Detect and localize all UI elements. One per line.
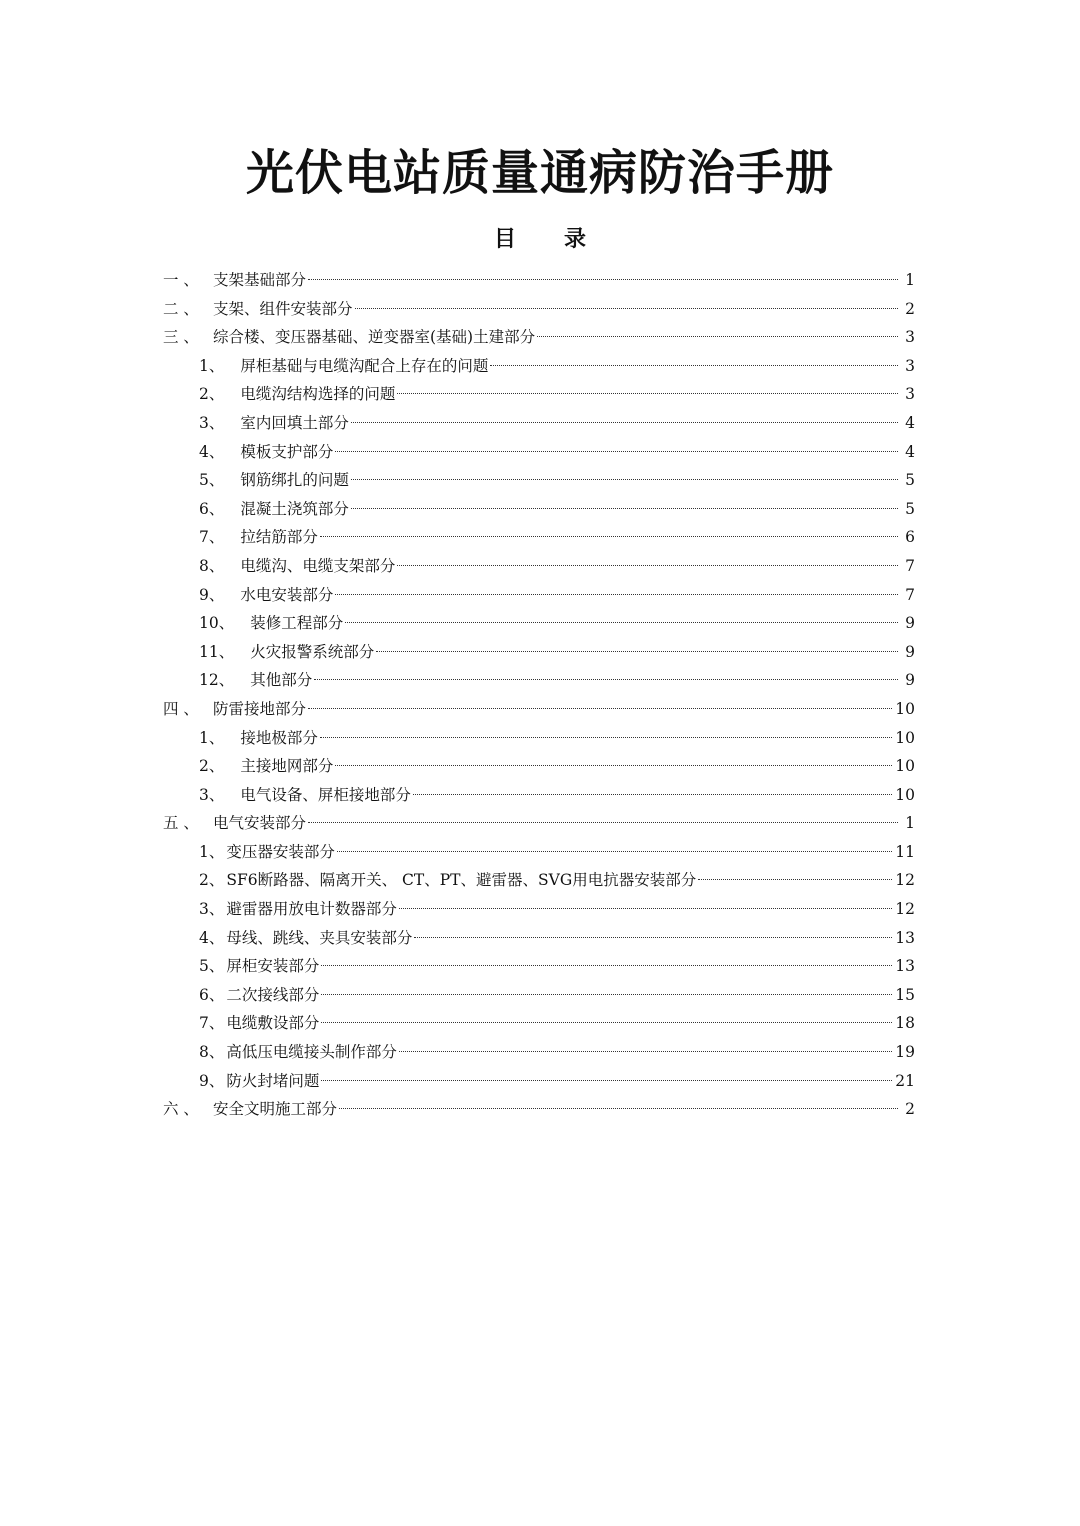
toc-entry-page-number: 12 [895,900,915,919]
toc-entry[interactable] [163,438,915,467]
toc-entry-number: 8、 [199,556,225,575]
toc-entry[interactable] [163,695,915,724]
toc-entry-page-number: 10 [895,785,915,804]
dot-leader [321,965,892,966]
toc-entry[interactable] [163,752,915,781]
toc-entry-title: 钢筋绑扎的问题 [240,471,349,490]
toc-entry-title: 混凝土浇筑部分 [240,499,349,518]
toc-entry-title: 电缆沟结构选择的问题 [240,385,396,404]
toc-entry-title: 防火封堵问题 [226,1071,320,1090]
toc-entry[interactable] [163,895,915,924]
toc-entry-title: 接地极部分 [240,728,318,747]
toc-entry[interactable] [163,552,915,581]
toc-entry-page-number: 9 [905,614,915,633]
toc-entry-title: 电缆敷设部分 [226,1014,320,1033]
toc-entry-title: 屏柜安装部分 [226,957,320,976]
toc-entry[interactable] [163,838,915,867]
dot-leader [335,594,898,595]
toc-entry[interactable] [163,352,915,381]
toc-entry-page-number: 11 [895,842,915,861]
toc-entry-number: 9、 [199,585,225,604]
toc-entry-page-number: 10 [895,757,915,776]
toc-entry-page-number: 21 [895,1071,915,1090]
toc-entry-page-number: 4 [905,413,915,432]
dot-leader [397,565,898,566]
toc-entry-title: 电气设备、屏柜接地部分 [240,785,411,804]
toc-entry-number: 8、 [199,1043,225,1062]
toc-entry-title: 电缆沟、电缆支架部分 [240,556,396,575]
toc-entry-page-number: 2 [905,299,915,318]
toc-entry[interactable] [163,609,915,638]
toc-entry-number: 10、 [199,614,235,633]
toc-entry-title: 屏柜基础与电缆沟配合上存在的问题 [240,356,489,375]
toc-entry-number: 6、 [199,499,225,518]
dot-leader [321,994,892,995]
toc-entry[interactable] [163,380,915,409]
dot-leader [308,279,898,280]
toc-entry-title: 母线、跳线、夹具安装部分 [226,928,413,947]
toc-entry-number: 五 、 [163,814,199,833]
toc-entry[interactable] [163,523,915,552]
dot-leader [345,622,898,623]
toc-entry[interactable] [163,1067,915,1096]
toc-entry-number: 9、 [199,1071,225,1090]
toc-entry-number: 1、 [199,842,225,861]
dot-leader [308,708,892,709]
toc-entry-page-number: 3 [905,356,915,375]
toc-entry-title: 电气安装部分 [213,814,307,833]
toc-entry[interactable] [163,495,915,524]
toc-entry-page-number: 3 [905,328,915,347]
toc-entry-title: 火灾报警系统部分 [250,642,375,661]
dot-leader [351,479,898,480]
toc-entry[interactable] [163,724,915,753]
toc-entry[interactable] [163,295,915,324]
toc-entry-page-number: 9 [905,642,915,661]
toc-entry-number: 1、 [199,356,225,375]
toc-entry-number: 5、 [199,957,225,976]
dot-leader [314,679,898,680]
toc-entry-number: 1、 [199,728,225,747]
toc-entry-number: 4、 [199,928,225,947]
toc-entry-number: 四 、 [163,699,199,718]
toc-entry-title: 二次接线部分 [226,985,320,1004]
dot-leader [399,908,892,909]
toc-heading [0,222,1080,256]
toc-entry-page-number: 10 [895,728,915,747]
toc-entry-title: 防雷接地部分 [213,699,307,718]
toc-entry-page-number: 10 [895,699,915,718]
toc-entry-page-number: 1 [905,814,915,833]
toc-entry-number: 六 、 [163,1100,199,1119]
toc-entry-number: 7、 [199,1014,225,1033]
dot-leader [537,336,898,337]
dot-leader [399,1051,892,1052]
toc-entry-number: 2、 [199,757,225,776]
toc-entry-page-number: 4 [905,442,915,461]
toc-entry-page-number: 1 [905,271,915,289]
toc-entry-number: 一 、 [163,271,199,289]
toc-entry-page-number: 7 [905,556,915,575]
toc-entry-number: 3、 [199,413,225,432]
toc-entry-title: 综合楼、变压器基础、逆变器室(基础)土建部分 [213,328,536,347]
toc-entry-number: 三 、 [163,328,199,347]
toc-entry-number: 3、 [199,900,225,919]
toc-heading-char-2: 录 [564,226,587,252]
toc-entry[interactable] [163,581,915,610]
toc-entry-page-number: 19 [895,1043,915,1062]
toc-entry[interactable] [163,781,915,810]
dot-leader [335,765,892,766]
toc-entry[interactable] [163,1038,915,1067]
toc-entry-page-number: 9 [905,671,915,690]
toc-entry[interactable] [163,409,915,438]
toc-entry-number: 4、 [199,442,225,461]
toc-entry-page-number: 7 [905,585,915,604]
dot-leader [698,879,892,880]
dot-leader [339,1108,898,1109]
toc-entry-page-number: 2 [905,1100,915,1119]
toc-entry-number: 5、 [199,471,225,490]
dot-leader [414,937,892,938]
toc-entry-number: 2、 [199,385,225,404]
dot-leader [321,1022,892,1023]
toc-entry[interactable] [163,266,915,295]
toc-entry[interactable] [163,952,915,981]
toc-entry-title: 主接地网部分 [240,757,334,776]
dot-leader [413,794,892,795]
dot-leader [335,451,898,452]
toc-entry-number: 二 、 [163,299,199,318]
toc-entry-page-number: 5 [905,499,915,518]
toc-entry-title: 水电安装部分 [240,585,334,604]
toc-entry-page-number: 13 [895,928,915,947]
toc-entry-title: SF6断路器、隔离开关、 CT、PT、避雷器、SVG用电抗器安装部分 [226,871,697,890]
toc-entry[interactable] [163,666,915,695]
document-title: 光伏电站质量通病防治手册 [245,145,834,201]
toc-entry-title: 模板支护部分 [240,442,334,461]
toc-entry-title: 支架、组件安装部分 [213,299,353,318]
toc-entry[interactable] [163,1095,915,1124]
toc-entry[interactable] [163,466,915,495]
toc-entry-title: 避雷器用放电计数器部分 [226,900,397,919]
dot-leader [320,737,892,738]
toc-entry[interactable] [163,924,915,953]
toc-entry[interactable] [163,323,915,352]
toc-entry-page-number: 6 [905,528,915,547]
toc-entry-title: 其他部分 [250,671,313,690]
toc-entry-page-number: 5 [905,471,915,490]
dot-leader [337,851,892,852]
toc-entry[interactable] [163,809,915,838]
toc-entry-title: 高低压电缆接头制作部分 [226,1043,397,1062]
toc-entry-number: 7、 [199,528,225,547]
toc-entry-page-number: 3 [905,385,915,404]
toc-entry-title: 拉结筋部分 [240,528,318,547]
toc-entry-page-number: 13 [895,957,915,976]
toc-entry-page-number: 18 [895,1014,915,1033]
toc-entry-number: 2、 [199,871,225,890]
dot-leader [376,651,898,652]
toc-heading-char-1: 目 [493,226,516,252]
toc-entry[interactable] [163,1009,915,1038]
dot-leader [321,1080,892,1081]
dot-leader [490,365,898,366]
toc-entry-title: 支架基础部分 [213,271,307,289]
toc-entry[interactable] [163,866,915,895]
dot-leader [351,508,898,509]
toc-entry-page-number: 12 [895,871,915,890]
toc-entry-title: 室内回填土部分 [240,413,349,432]
toc-entry-number: 11、 [199,642,235,661]
toc-entry-number: 3、 [199,785,225,804]
toc-entry-title: 安全文明施工部分 [213,1100,338,1119]
toc-entry-number: 12、 [199,671,235,690]
toc-entry-title: 变压器安装部分 [226,842,335,861]
toc-entry-number: 6、 [199,985,225,1004]
toc-entry[interactable] [163,638,915,667]
dot-leader [308,822,898,823]
toc-entry-title: 装修工程部分 [250,614,344,633]
dot-leader [355,308,898,309]
toc-entry[interactable] [163,981,915,1010]
dot-leader [320,536,898,537]
dot-leader [351,422,898,423]
toc-entry-page-number: 15 [895,985,915,1004]
dot-leader [397,393,898,394]
table-of-contents [163,266,915,1124]
